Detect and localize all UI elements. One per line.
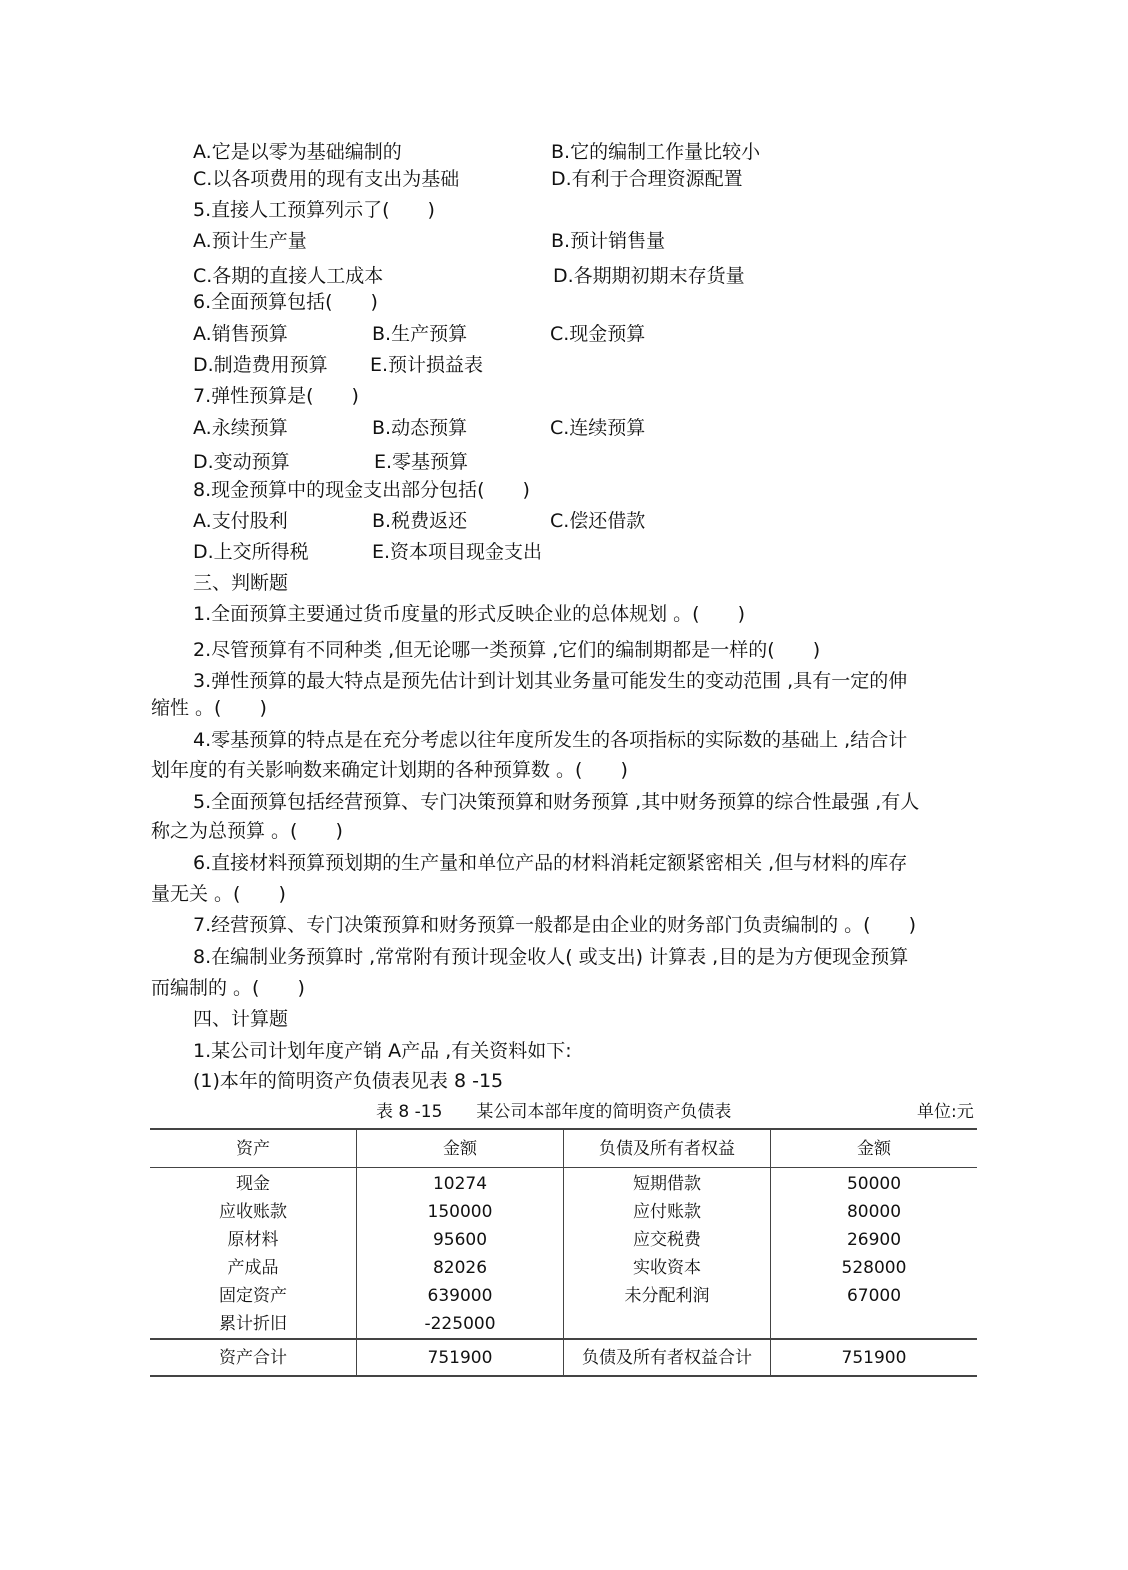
q7-option-e: E.零基预算 bbox=[374, 451, 469, 473]
q6-stem: 6.全面预算包括( ) bbox=[193, 291, 378, 313]
table-cell: 累计折旧 bbox=[219, 1314, 287, 1334]
table-cell: 10274 bbox=[357, 1168, 564, 1199]
table-row bbox=[150, 1282, 977, 1310]
table-cell: 80000 bbox=[771, 1198, 978, 1226]
q8-stem: 8.现金预算中的现金支出部分包括( ) bbox=[193, 479, 530, 501]
table-row bbox=[150, 1254, 977, 1282]
table-cell: 产成品 bbox=[227, 1258, 279, 1278]
tf-item-7: 7.经营预算、专门决策预算和财务预算一般都是由企业的财务部门负责编制的 。( ) bbox=[193, 914, 916, 936]
tf-item-6-cont: 量无关 。( ) bbox=[151, 883, 286, 905]
q7-option-a: A.永续预算 bbox=[193, 417, 288, 439]
tf-item-4-cont: 划年度的有关影响数来确定计划期的各种预算数 。( ) bbox=[151, 759, 628, 781]
q5-option-c: C.各期的直接人工成本 bbox=[193, 265, 384, 287]
tf-item-3: 3.弹性预算的最大特点是预先估计到计划其业务量可能发生的变动范围 ,具有一定的伸 bbox=[193, 670, 908, 692]
table-cell: 应付账款 bbox=[564, 1198, 771, 1226]
q6-option-b: B.生产预算 bbox=[372, 323, 468, 345]
balance-sheet-table bbox=[150, 1128, 977, 1377]
total-value: 751900 bbox=[771, 1339, 978, 1376]
q6-option-e: E.预计损益表 bbox=[370, 354, 484, 376]
tf-item-5: 5.全面预算包括经营预算、专门决策预算和财务预算 ,其中财务预算的综合性最强 ,有人 bbox=[193, 791, 920, 813]
q8-option-b: B.税费返还 bbox=[372, 510, 468, 532]
table-cell: 639000 bbox=[357, 1282, 564, 1310]
table-cell: 67000 bbox=[771, 1282, 978, 1310]
table-row bbox=[150, 1168, 977, 1199]
table-header-row bbox=[150, 1129, 977, 1168]
table-cell bbox=[771, 1310, 978, 1339]
section-3-title: 三、判断题 bbox=[193, 572, 289, 594]
table-cell: 150000 bbox=[357, 1198, 564, 1226]
table-cell: 应收账款 bbox=[219, 1202, 287, 1222]
table-cell: 95600 bbox=[357, 1226, 564, 1254]
table-total-row bbox=[150, 1339, 977, 1376]
q8-option-d: D.上交所得税 bbox=[193, 541, 309, 563]
q4-option-b: B.它的编制工作量比较小 bbox=[551, 141, 761, 163]
table-cell: 短期借款 bbox=[564, 1168, 771, 1199]
q4-option-c: C.以各项费用的现有支出为基础 bbox=[193, 168, 460, 190]
q7-option-b: B.动态预算 bbox=[372, 417, 468, 439]
table-row bbox=[150, 1198, 977, 1226]
q8-option-a: A.支付股利 bbox=[193, 510, 288, 532]
table-unit: 单位:元 bbox=[917, 1102, 974, 1122]
q4-option-d: D.有利于合理资源配置 bbox=[551, 168, 743, 190]
total-label: 负债及所有者权益合计 bbox=[564, 1339, 771, 1376]
q5-option-d: D.各期期初期末存货量 bbox=[553, 265, 745, 287]
table-cell: 82026 bbox=[357, 1254, 564, 1282]
header-amount: 金额 bbox=[771, 1129, 978, 1168]
calc-q1: 1.某公司计划年度产销 A产品 ,有关资料如下: bbox=[193, 1040, 572, 1062]
tf-item-2: 2.尽管预算有不同种类 ,但无论哪一类预算 ,它们的编制期都是一样的( ) bbox=[193, 639, 821, 661]
header-amount: 金额 bbox=[357, 1129, 564, 1168]
q6-option-c: C.现金预算 bbox=[550, 323, 646, 345]
tf-item-1: 1.全面预算主要通过货币度量的形式反映企业的总体规划 。( ) bbox=[193, 603, 745, 625]
tf-item-5-cont: 称之为总预算 。( ) bbox=[151, 820, 343, 842]
tf-item-3-cont: 缩性 。( ) bbox=[151, 697, 267, 719]
table-cell: 应交税费 bbox=[564, 1226, 771, 1254]
table-cell: 26900 bbox=[771, 1226, 978, 1254]
table-cell bbox=[564, 1310, 771, 1339]
table-cell: 实收资本 bbox=[564, 1254, 771, 1282]
table-cell: 528000 bbox=[771, 1254, 978, 1282]
q8-option-c: C.偿还借款 bbox=[550, 510, 646, 532]
calc-q1-part1: (1)本年的简明资产负债表见表 8 -15 bbox=[193, 1070, 504, 1092]
q8-option-e: E.资本项目现金支出 bbox=[372, 541, 543, 563]
table-cell: 未分配利润 bbox=[564, 1282, 771, 1310]
header-liabilities: 负债及所有者权益 bbox=[564, 1129, 771, 1168]
tf-item-4: 4.零基预算的特点是在充分考虑以往年度所发生的各项指标的实际数的基础上 ,结合计 bbox=[193, 729, 908, 751]
table-row bbox=[150, 1310, 977, 1339]
total-value: 751900 bbox=[357, 1339, 564, 1376]
table-row bbox=[150, 1226, 977, 1254]
q7-option-d: D.变动预算 bbox=[193, 451, 290, 473]
table-cell: 固定资产 bbox=[219, 1286, 287, 1306]
q5-option-a: A.预计生产量 bbox=[193, 230, 307, 252]
table-cell: 原材料 bbox=[227, 1230, 279, 1250]
q5-stem: 5.直接人工预算列示了( ) bbox=[193, 199, 435, 221]
section-4-title: 四、计算题 bbox=[193, 1008, 289, 1030]
table-cell: 50000 bbox=[771, 1168, 978, 1199]
q7-stem: 7.弹性预算是( ) bbox=[193, 385, 359, 407]
q7-option-c: C.连续预算 bbox=[550, 417, 646, 439]
header-assets: 资产 bbox=[150, 1129, 357, 1168]
total-label: 资产合计 bbox=[150, 1339, 357, 1376]
tf-item-8-cont: 而编制的 。( ) bbox=[151, 977, 305, 999]
q4-option-a: A.它是以零为基础编制的 bbox=[193, 141, 402, 163]
table-cell: 现金 bbox=[236, 1174, 270, 1194]
tf-item-6: 6.直接材料预算预划期的生产量和单位产品的材料消耗定额紧密相关 ,但与材料的库存 bbox=[193, 852, 908, 874]
table-caption: 表 8 -15 某公司本部年度的简明资产负债表 bbox=[376, 1102, 732, 1122]
q6-option-a: A.销售预算 bbox=[193, 323, 288, 345]
tf-item-8: 8.在编制业务预算时 ,常常附有预计现金收人( 或支出) 计算表 ,目的是为方便现金预算 bbox=[193, 946, 909, 968]
q6-option-d: D.制造费用预算 bbox=[193, 354, 328, 376]
q5-option-b: B.预计销售量 bbox=[551, 230, 666, 252]
table-cell: -225000 bbox=[357, 1310, 564, 1339]
